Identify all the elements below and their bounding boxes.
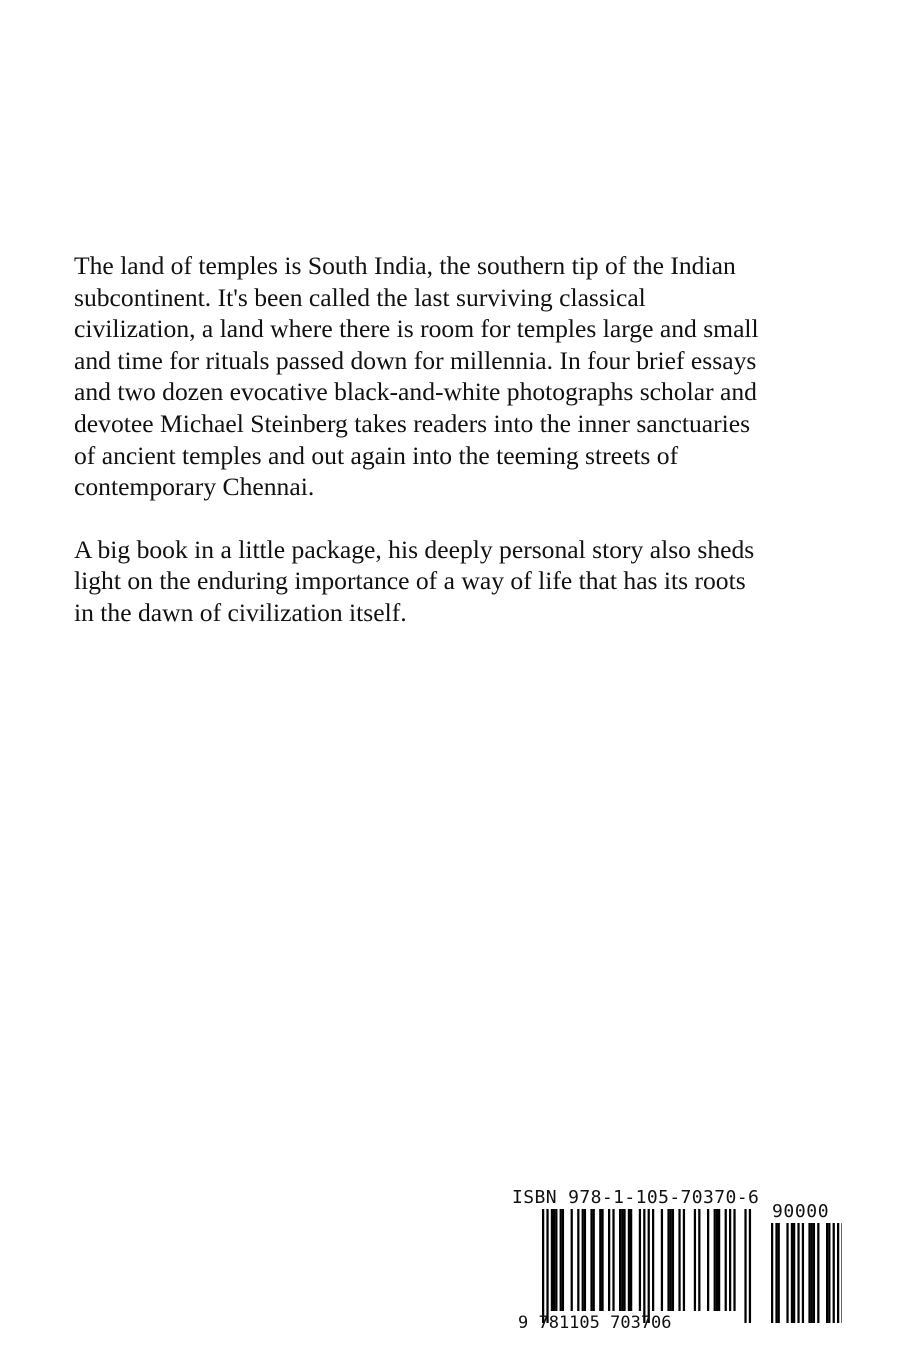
barcode-bar xyxy=(725,1209,727,1311)
barcode-bar xyxy=(683,1209,685,1311)
ean-bars xyxy=(542,1209,751,1323)
ean-digits: 9 781105 703706 xyxy=(518,1313,672,1333)
barcode-bar xyxy=(639,1209,641,1311)
barcode-bar xyxy=(714,1209,716,1311)
barcode-bar xyxy=(571,1209,573,1311)
blurb-line: A big book in a little package, his deeply personal story also sheds xyxy=(74,534,755,564)
barcode-bar xyxy=(749,1209,751,1323)
barcode-bar xyxy=(744,1209,746,1323)
addon-bar xyxy=(802,1223,804,1323)
addon-bar xyxy=(813,1223,815,1323)
barcode-bar xyxy=(582,1209,584,1311)
barcode-bar xyxy=(590,1209,592,1311)
addon-bar xyxy=(793,1223,795,1323)
barcode-bar xyxy=(648,1209,650,1323)
blurb-paragraph-1 xyxy=(74,250,844,503)
blurb-line: devotee Michael Steinberg takes readers into the inner sanctuaries xyxy=(74,408,751,438)
barcode-bar xyxy=(621,1209,623,1311)
barcode-bar xyxy=(612,1209,614,1311)
barcode-bar xyxy=(623,1209,625,1311)
blurb-line: and two dozen evocative black-and-white photographs scholar and xyxy=(74,377,757,407)
addon-bar xyxy=(791,1223,793,1323)
barcode-bar xyxy=(729,1209,731,1311)
addon-bars xyxy=(771,1223,842,1323)
addon-bar xyxy=(797,1223,799,1323)
barcode-bar xyxy=(542,1209,544,1323)
barcode-bar xyxy=(553,1209,555,1311)
addon-bar xyxy=(808,1223,810,1323)
addon-bar xyxy=(778,1223,780,1323)
blurb-line: light on the enduring importance of a way of life that has its roots xyxy=(74,566,746,596)
barcode-bar xyxy=(643,1209,645,1323)
barcode-bar xyxy=(716,1209,718,1311)
barcode-bar xyxy=(599,1209,601,1311)
barcode-bar xyxy=(584,1209,586,1311)
barcode-bar xyxy=(551,1209,553,1311)
barcode-bar xyxy=(698,1209,700,1311)
addon-bar xyxy=(833,1223,835,1323)
addon-bar xyxy=(775,1223,777,1323)
barcode-bar xyxy=(718,1209,720,1311)
isbn-label: ISBN 978-1-105-70370-6 xyxy=(512,1187,760,1208)
blurb-line: and time for rituals passed down for millennia. In four brief essays xyxy=(74,345,757,375)
barcode-bar xyxy=(628,1209,630,1311)
barcode-bar xyxy=(619,1209,621,1311)
barcode-bar xyxy=(577,1209,579,1311)
cover-blurb xyxy=(74,250,844,660)
blurb-line: in the dawn of civilization itself. xyxy=(74,597,407,627)
blurb-line: contemporary Chennai. xyxy=(74,472,315,502)
barcode-bar xyxy=(630,1209,632,1311)
barcode-bar xyxy=(593,1209,595,1311)
addon-bar xyxy=(841,1223,842,1323)
addon-bar xyxy=(828,1223,830,1323)
barcode-bar xyxy=(672,1209,674,1311)
barcode-bar xyxy=(667,1209,669,1311)
barcode-bar xyxy=(678,1209,680,1311)
addon-bar xyxy=(837,1223,839,1323)
addon-bar xyxy=(817,1223,819,1323)
addon-bar xyxy=(826,1223,828,1323)
blurb-line: of ancient temples and out again into the teeming streets of xyxy=(74,440,679,470)
barcode-bar xyxy=(733,1209,735,1311)
barcode-bar xyxy=(661,1209,663,1311)
barcode-bar xyxy=(707,1209,709,1311)
barcode-bar xyxy=(560,1209,562,1311)
addon-bar xyxy=(811,1223,813,1323)
blurb-line: civilization, a land where there is room for temples large and small xyxy=(74,314,759,344)
barcode-bar xyxy=(694,1209,696,1311)
price-code: 90000 xyxy=(772,1201,830,1222)
addon-bar xyxy=(771,1223,773,1323)
barcode-bar xyxy=(562,1209,564,1311)
barcode-bar xyxy=(652,1209,654,1311)
blurb-paragraph-2 xyxy=(74,534,844,629)
barcode-bar xyxy=(670,1209,672,1311)
blurb-line: The land of temples is South India, the southern tip of the Indian xyxy=(74,251,736,280)
barcode-bar xyxy=(601,1209,603,1311)
blurb-line: subcontinent. It's been called the last surviving classical xyxy=(74,282,646,312)
barcode-bar xyxy=(555,1209,557,1311)
barcode-bar xyxy=(608,1209,610,1311)
isbn-barcode xyxy=(512,1187,842,1343)
addon-bar xyxy=(786,1223,788,1323)
barcode-bar xyxy=(546,1209,548,1323)
